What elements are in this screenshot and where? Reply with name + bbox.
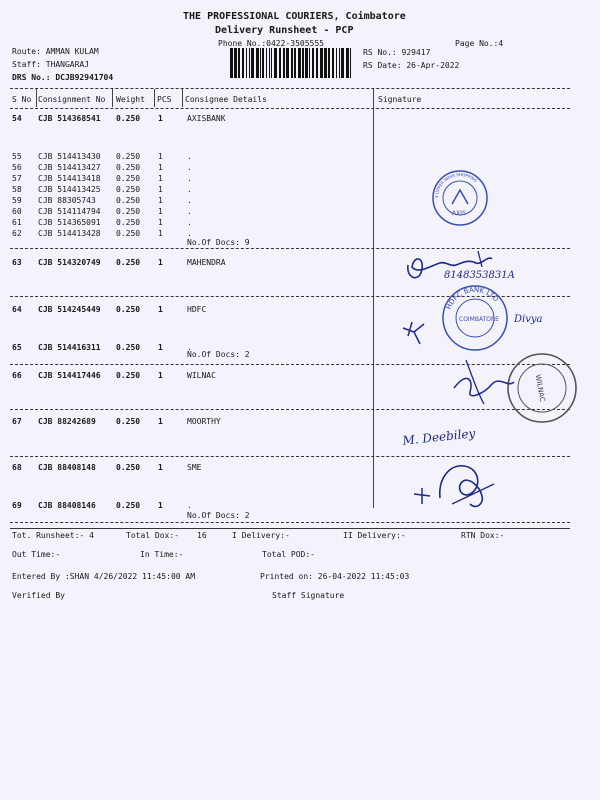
report-title: THE PROFESSIONAL COURIERS, Coimbatore [183, 11, 406, 22]
cell-pcs: 1 [158, 196, 163, 205]
barcode-bar [350, 48, 351, 78]
column-line [36, 89, 37, 107]
ii-delivery: II Delivery:- [343, 531, 406, 540]
cell-consignee: HDFC [187, 305, 207, 314]
column-line [182, 89, 183, 107]
col-consignee: Consignee Details [185, 95, 267, 104]
cell-pcs: 1 [158, 501, 163, 510]
column-line [154, 89, 155, 107]
signature-hdfc [400, 318, 428, 348]
cell-sno: 69 [12, 501, 22, 510]
cell-consignee: . [187, 218, 192, 227]
cell-cno: CJB 514413428 [38, 229, 101, 238]
cell-cno: CJB 514368541 [38, 114, 101, 123]
barcode-bar [251, 48, 254, 78]
cell-sno: 67 [12, 417, 22, 426]
cell-pcs: 1 [158, 152, 163, 161]
cell-consignee: MAHENDRA [187, 258, 226, 267]
phone-number: Phone No.:0422-3505555 [218, 39, 324, 48]
docs-count: No.Of Docs: 2 [187, 350, 250, 359]
cell-cno: CJB 514413425 [38, 185, 101, 194]
staff-signature: Staff Signature [272, 591, 345, 600]
cell-consignee: . [187, 174, 192, 183]
cell-consignee: . [187, 185, 192, 194]
barcode-bar [286, 48, 289, 78]
cell-sno: 54 [12, 114, 22, 123]
barcode-bar [291, 48, 293, 78]
footer-divider [10, 528, 570, 529]
cell-sno: 63 [12, 258, 22, 267]
barcode-bar [339, 48, 340, 78]
svg-text:HDFC BANK LTD: HDFC BANK LTD [444, 285, 501, 311]
total-dox-value: 16 [197, 531, 207, 540]
barcode-bar [234, 48, 237, 78]
in-time: In Time:- [140, 550, 184, 559]
cell-wt: 0.250 [116, 229, 141, 238]
cell-consignee: . [187, 207, 192, 216]
col-signature: Signature [378, 95, 422, 104]
cell-pcs: 1 [158, 218, 163, 227]
cell-pcs: 1 [158, 258, 163, 267]
divider [10, 88, 570, 89]
barcode-bar [269, 48, 270, 78]
cell-sno: 66 [12, 371, 22, 380]
barcode-bar [230, 48, 233, 78]
cell-sno: 68 [12, 463, 22, 472]
barcode-bar [271, 48, 272, 78]
barcode-bar [309, 48, 310, 78]
cell-cno: CJB 514417446 [38, 371, 101, 380]
barcode-bar [266, 48, 267, 78]
cell-pcs: 1 [158, 185, 163, 194]
verified-by: Verified By [12, 591, 65, 600]
cell-wt: 0.250 [116, 163, 141, 172]
barcode-bar [316, 48, 318, 78]
barcode-bar [305, 48, 308, 78]
signature-moorthy [398, 418, 508, 448]
cell-cno: CJB 514416311 [38, 343, 101, 352]
entered-by: Entered By :SHAN 4/26/2022 11:45:00 AM [12, 572, 196, 581]
cell-sno: 61 [12, 218, 22, 227]
cell-cno: CJB 514413427 [38, 163, 101, 172]
barcode-bar [328, 48, 330, 78]
signature-column-line [373, 89, 374, 508]
cell-wt: 0.250 [116, 196, 141, 205]
barcode-bar [312, 48, 314, 78]
cell-consignee: WILNAC [187, 371, 216, 380]
total-pod: Total POD:- [262, 550, 315, 559]
cell-wt: 0.250 [116, 501, 141, 510]
cell-wt: 0.250 [116, 207, 141, 216]
barcode-bar [262, 48, 264, 78]
cell-sno: 57 [12, 174, 22, 183]
divider [10, 522, 570, 523]
i-delivery: I Delivery:- [232, 531, 290, 540]
cell-pcs: 1 [158, 305, 163, 314]
cell-sno: 62 [12, 229, 22, 238]
cell-cno: CJB 514413430 [38, 152, 101, 161]
col-consignment: Consignment No [38, 95, 106, 104]
route-label: Route: AMMAN KULAM [12, 47, 99, 56]
cell-pcs: 1 [158, 163, 163, 172]
cell-wt: 0.250 [116, 185, 141, 194]
cell-wt: 0.250 [116, 258, 141, 267]
cell-pcs: 1 [158, 229, 163, 238]
cell-wt: 0.250 [116, 417, 141, 426]
divider [10, 456, 570, 457]
cell-pcs: 1 [158, 174, 163, 183]
divider [10, 108, 570, 109]
report-subtitle: Delivery Runsheet - PCP [215, 25, 354, 36]
barcode-bar [279, 48, 281, 78]
cell-consignee: . [187, 152, 192, 161]
barcode-bar [260, 48, 261, 78]
cell-sno: 55 [12, 152, 22, 161]
cell-consignee: . [187, 196, 192, 205]
barcode-bar [283, 48, 285, 78]
cell-wt: 0.250 [116, 218, 141, 227]
printed-on: Printed on: 26-04-2022 11:45:03 [260, 572, 410, 581]
cell-pcs: 1 [158, 114, 163, 123]
cell-wt: 0.250 [116, 114, 141, 123]
cell-consignee: . [187, 501, 192, 510]
cell-wt: 0.250 [116, 174, 141, 183]
col-weight: Weight [116, 95, 145, 104]
barcode-bar [341, 48, 344, 78]
cell-cno: CJB 88242689 [38, 417, 96, 426]
cell-cno: CJB 514114794 [38, 207, 101, 216]
cell-consignee: . [187, 163, 192, 172]
barcode [230, 48, 354, 78]
col-sno: S No [12, 95, 32, 104]
cell-cno: CJB 514320749 [38, 258, 101, 267]
cell-sno: 59 [12, 196, 22, 205]
cell-cno: CJB 88408148 [38, 463, 96, 472]
barcode-bar [274, 48, 277, 78]
barcode-bar [346, 48, 349, 78]
svg-text:WILNAC: WILNAC [533, 373, 547, 403]
column-line [112, 89, 113, 107]
staff-label: Staff: THANGARAJ [12, 60, 90, 69]
cell-consignee: . [187, 343, 192, 352]
cell-pcs: 1 [158, 207, 163, 216]
barcode-bar [302, 48, 304, 78]
cell-wt: 0.250 [116, 463, 141, 472]
barcode-bar [238, 48, 240, 78]
barcode-bar [246, 48, 247, 78]
svg-text:M. Deebiley: M. Deebiley [401, 426, 476, 448]
docs-count: No.Of Docs: 9 [187, 238, 250, 247]
barcode-bar [242, 48, 244, 78]
svg-text:AXIS: AXIS [452, 210, 466, 217]
cell-consignee: AXISBANK [187, 114, 226, 123]
barcode-bar [294, 48, 296, 78]
barcode-bar [320, 48, 323, 78]
cell-cno: CJB 88408146 [38, 501, 96, 510]
out-time: Out Time:- [12, 550, 61, 559]
cell-wt: 0.250 [116, 371, 141, 380]
handwritten-divya [512, 306, 562, 328]
svg-text:COIMBATORE: COIMBATORE [459, 316, 499, 323]
cell-consignee: SME [187, 463, 202, 472]
col-pcs: PCS [157, 95, 172, 104]
rs-date: RS Date: 26-Apr-2022 [363, 61, 460, 70]
barcode-bar [336, 48, 337, 78]
cell-wt: 0.250 [116, 305, 141, 314]
svg-text:Divya: Divya [514, 314, 543, 325]
cell-pcs: 1 [158, 417, 163, 426]
signature-sme [410, 458, 510, 518]
total-dox-label: Total Dox:- [126, 531, 179, 540]
tot-runsheet: Tot. Runsheet:- 4 [12, 531, 94, 540]
barcode-bar [332, 48, 334, 78]
axis-bank-stamp [430, 168, 490, 228]
page-number: Page No.:4 [455, 39, 504, 48]
barcode-bar [324, 48, 327, 78]
cell-cno: CJB 514245449 [38, 305, 101, 314]
cell-pcs: 1 [158, 463, 163, 472]
cell-wt: 0.250 [116, 152, 141, 161]
cell-cno: CJB 514365091 [38, 218, 101, 227]
svg-text:8148353831A: 8148353831A [444, 270, 515, 281]
cell-sno: 58 [12, 185, 22, 194]
cell-sno: 56 [12, 163, 22, 172]
hdfc-bank-stamp [435, 283, 515, 353]
cell-wt: 0.250 [116, 343, 141, 352]
cell-sno: 64 [12, 305, 22, 314]
cell-pcs: 1 [158, 371, 163, 380]
docs-count: No.Of Docs: 2 [187, 511, 250, 520]
svg-text:4 UPPER INDIA SHOPPING: 4 UPPER INDIA SHOPPING [433, 171, 479, 199]
drs-number: DRS No.: DCJB92941704 [12, 73, 114, 82]
cell-consignee: MOORTHY [187, 417, 221, 426]
cell-sno: 65 [12, 343, 22, 352]
barcode-bar [249, 48, 250, 78]
cell-sno: 60 [12, 207, 22, 216]
cell-cno: CJB 514413418 [38, 174, 101, 183]
barcode-bar [256, 48, 259, 78]
rs-number: RS No.: 929417 [363, 48, 431, 57]
cell-cno: CJB 88305743 [38, 196, 96, 205]
rtn-dox: RTN Dox:- [461, 531, 505, 540]
barcode-bar [298, 48, 301, 78]
cell-consignee: . [187, 229, 192, 238]
cell-pcs: 1 [158, 343, 163, 352]
